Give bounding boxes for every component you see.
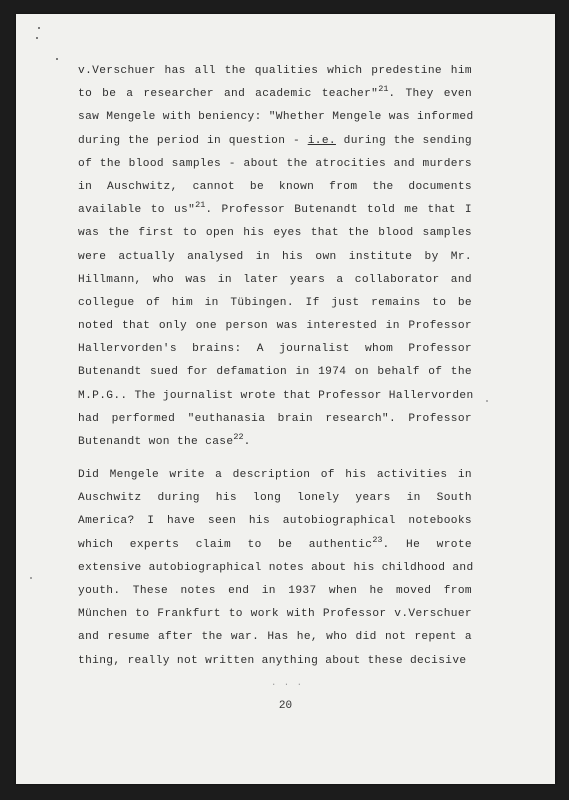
footnote-reference: 23 <box>372 534 383 545</box>
text-line <box>78 385 472 408</box>
footnote-reference: 21 <box>195 200 206 211</box>
text-line <box>78 510 472 533</box>
text-segment: Butenandt won the case <box>78 436 234 448</box>
text-segment: Hallervorden's brains: A journalist whom Professor <box>78 343 472 356</box>
text-segment: to be a researcher and academic teacher" <box>78 88 379 101</box>
text-line <box>78 626 472 649</box>
text-segment: . They even <box>388 88 473 101</box>
text-line <box>78 60 472 83</box>
text-line <box>78 292 472 315</box>
text-segment: in Auschwitz, cannot be known from the documents <box>78 180 472 193</box>
scan-speck <box>486 400 488 402</box>
text-line <box>78 534 472 557</box>
text-segment: during the period in question - <box>78 134 308 147</box>
paragraph-1 <box>78 60 472 454</box>
text-segment: available to us" <box>78 204 196 217</box>
text-segment: during the sending <box>335 134 472 147</box>
text-segment: collegue of him in Tübingen. If just remains to be <box>78 296 472 309</box>
text-segment: . Professor Butenandt told me that I <box>205 204 472 217</box>
text-line <box>78 338 472 361</box>
scan-speck <box>36 37 38 39</box>
scan-mark: . . . <box>271 678 304 688</box>
text-segment: . He wrote <box>382 538 472 551</box>
text-segment: extensive autobiographical notes about his childhood and <box>78 561 474 574</box>
text-segment: M.P.G.. The journalist wrote that Professor Hallervorden <box>78 389 474 402</box>
text-line <box>78 199 472 222</box>
text-segment: Did Mengele write a description of his activities in <box>78 469 472 481</box>
scan-speck <box>56 58 58 60</box>
text-segment: was the first to open his eyes that the blood samples <box>78 227 472 240</box>
footnote-reference: 21 <box>378 84 389 95</box>
text-line <box>78 487 472 510</box>
text-segment: Butenandt sued for defamation in 1974 on behalf of the <box>78 366 472 379</box>
document-page <box>16 14 555 784</box>
text-line <box>78 580 472 603</box>
page-number: 20 <box>278 700 293 712</box>
text-line <box>78 361 472 384</box>
scan-speck <box>38 27 40 29</box>
text-line <box>78 315 472 338</box>
text-line <box>78 130 472 153</box>
text-segment: noted that only one person was interested in Professor <box>78 320 472 333</box>
text-line <box>78 106 472 129</box>
text-line <box>78 408 472 431</box>
text-line <box>78 176 472 199</box>
text-segment: and resume after the war. Has he, who did not repent a <box>78 631 472 644</box>
text-segment: thing, really not written anything about these decisive <box>78 654 467 667</box>
text-line <box>78 650 472 673</box>
text-segment: were actually analysed in his own institute by Mr. <box>78 250 472 263</box>
text-line <box>78 557 472 580</box>
text-segment: had performed "euthanasia brain research". Professor <box>78 412 472 425</box>
text-segment: Hillmann, who was in later years a collaborator and <box>78 273 472 286</box>
text-line <box>78 269 472 292</box>
footnote-reference: 22 <box>233 432 244 442</box>
text-line <box>78 464 472 487</box>
text-segment: America? I have seen his autobiographical notebooks <box>78 515 472 528</box>
text-line <box>78 246 472 269</box>
text-segment: of the blood samples - about the atrocities and murders <box>78 157 472 170</box>
paragraph-2 <box>78 464 472 673</box>
text-segment: . <box>243 436 251 448</box>
scan-speck <box>30 577 32 579</box>
text-line <box>78 603 472 626</box>
text-segment: Auschwitz during his long lonely years in South <box>78 492 472 505</box>
text-line <box>78 431 472 454</box>
text-segment: v.Verschuer has all the qualities which predestine him <box>78 65 472 77</box>
underlined-text: i.e. <box>307 134 336 147</box>
text-segment: saw Mengele with beniency: "Whether Mengele was informed <box>78 111 474 124</box>
text-line <box>78 153 472 176</box>
text-line <box>78 222 472 245</box>
text-segment: München to Frankfurt to work with Professor v.Verschuer <box>78 608 472 621</box>
text-line <box>78 83 472 106</box>
text-segment: which experts claim to be authentic <box>78 538 373 551</box>
text-segment: youth. These notes end in 1937 when he moved from <box>78 584 472 597</box>
